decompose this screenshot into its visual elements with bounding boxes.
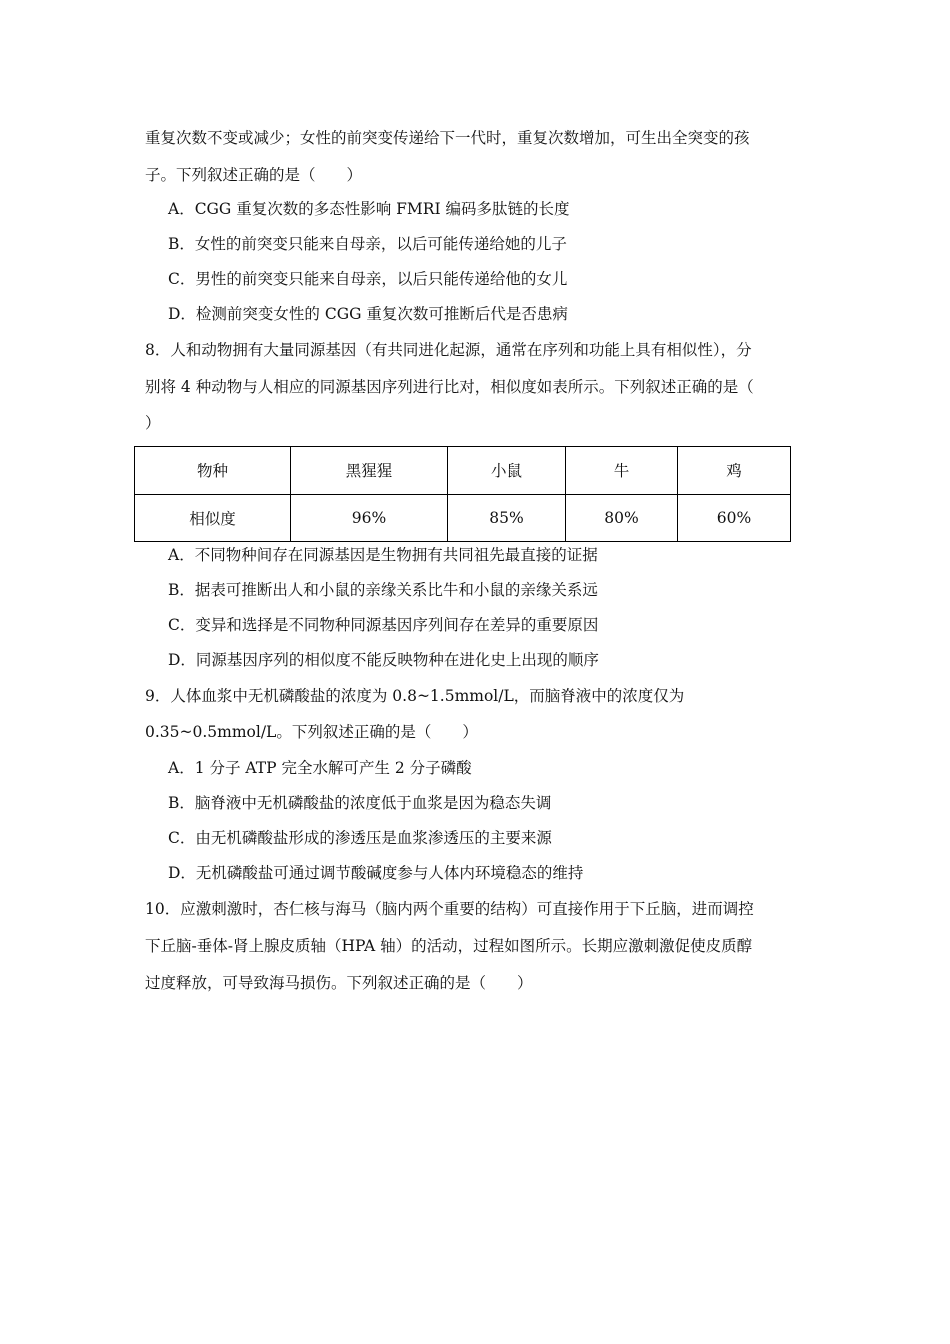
q8-option-b: B．据表可推断出人和小鼠的亲缘关系比牛和小鼠的亲缘关系远 — [168, 581, 598, 599]
q9-option-d: D．无机磷酸盐可通过调节酸碱度参与人体内环境稳态的维持 — [168, 864, 584, 882]
q8-option-d: D．同源基因序列的相似度不能反映物种在进化史上出现的顺序 — [168, 651, 599, 669]
q7-option-b: B．女性的前突变只能来自母亲，以后可能传递给她的儿子 — [168, 235, 567, 253]
q10-stem-line2: 下丘脑-垂体-肾上腺皮质轴（HPA 轴）的活动，过程如图所示。长期应激刺激促使皮质醇 — [145, 937, 753, 955]
table-cell: 相似度 — [135, 494, 291, 542]
q10-stem-line1: 10．应激刺激时，杏仁核与海马（脑内两个重要的结构）可直接作用于下丘脑，进而调控 — [145, 900, 754, 918]
q9-option-c: C．由无机磷酸盐形成的渗透压是血浆渗透压的主要来源 — [168, 829, 552, 847]
q10-stem-line3: 过度释放，可导致海马损伤。下列叙述正确的是（ ） — [145, 974, 533, 992]
q8-stem-line1: 8．人和动物拥有大量同源基因（有共同进化起源，通常在序列和功能上具有相似性），分 — [145, 341, 752, 359]
q8-stem-line2: 别将 4 种动物与人相应的同源基因序列进行比对，相似度如表所示。下列叙述正确的是（ — [145, 378, 754, 396]
table-cell: 85% — [448, 494, 566, 542]
q9-stem-line1: 9．人体血浆中无机磷酸盐的浓度为 0.8~1.5mmol/L，而脑脊液中的浓度仅为 — [145, 687, 685, 705]
table-cell: 60% — [678, 494, 791, 542]
table-cell: 物种 — [135, 447, 291, 495]
q8-stem-line3: ） — [145, 414, 161, 432]
q7-option-d: D．检测前突变女性的 CGG 重复次数可推断后代是否患病 — [168, 305, 568, 323]
table-cell: 小鼠 — [448, 447, 566, 495]
q7-stem-line2: 子。下列叙述正确的是（ ） — [145, 166, 363, 184]
similarity-table — [134, 446, 791, 542]
table-header-row — [135, 447, 791, 495]
q7-option-c: C．男性的前突变只能来自母亲，以后只能传递给他的女儿 — [168, 270, 568, 288]
q9-option-a: A．1 分子 ATP 完全水解可产生 2 分子磷酸 — [168, 759, 472, 777]
table-row — [135, 494, 791, 542]
q8-option-c: C．变异和选择是不同物种同源基因序列间存在差异的重要原因 — [168, 616, 599, 634]
table-cell: 96% — [291, 494, 448, 542]
table-cell: 牛 — [566, 447, 678, 495]
q9-option-b: B．脑脊液中无机磷酸盐的浓度低于血浆是因为稳态失调 — [168, 794, 552, 812]
q7-stem-line1: 重复次数不变或减少；女性的前突变传递给下一代时，重复次数增加，可生出全突变的孩 — [145, 129, 750, 147]
q7-option-a: A．CGG 重复次数的多态性影响 FMRI 编码多肽链的长度 — [168, 200, 570, 218]
table-cell: 黑猩猩 — [291, 447, 448, 495]
table-cell: 鸡 — [678, 447, 791, 495]
q9-stem-line2: 0.35~0.5mmol/L。下列叙述正确的是（ ） — [145, 723, 478, 741]
q8-option-a: A．不同物种间存在同源基因是生物拥有共同祖先最直接的证据 — [168, 546, 598, 564]
table-cell: 80% — [566, 494, 678, 542]
